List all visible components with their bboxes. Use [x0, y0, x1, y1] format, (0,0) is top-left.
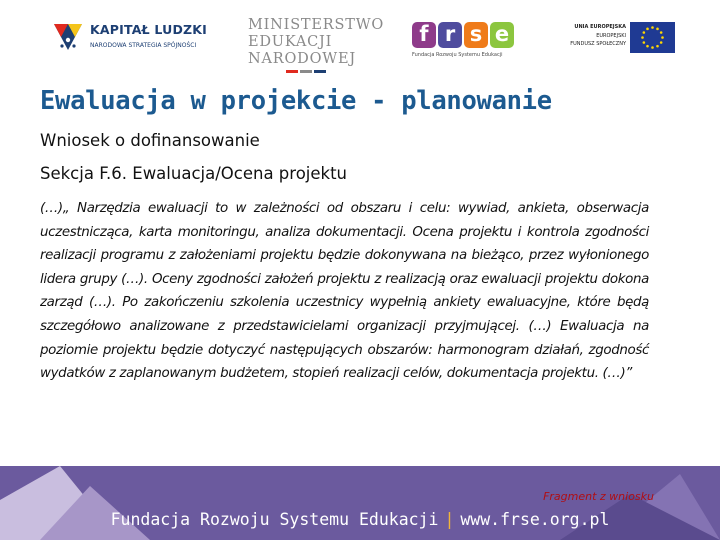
kapital-ludzki-tagline: NARODOWA STRATEGIA SPÓJNOŚCI	[90, 42, 197, 49]
frse-letter: e	[490, 22, 514, 48]
slide-title: Ewaluacja w projekcie - planowanie	[40, 86, 552, 116]
frse-letters	[412, 22, 516, 48]
ministerstwo-logo	[246, 16, 385, 74]
subtitle-section: Sekcja F.6. Ewaluacja/Ocena projektu	[40, 164, 348, 183]
eu-star-icon	[646, 28, 649, 31]
logo-bar	[0, 0, 720, 78]
kapital-ludzki-emblem-icon	[52, 20, 86, 54]
eu-star-icon	[661, 36, 664, 39]
eu-star-icon	[651, 26, 654, 29]
ministerstwo-line-2: EDUKACJI	[248, 34, 333, 50]
eu-star-icon	[643, 41, 646, 44]
frse-tagline: Fundacja Rozwoju Systemu Edukacji	[412, 52, 503, 58]
frse-letter: r	[438, 22, 462, 48]
eu-star-icon	[660, 31, 663, 34]
footer-separator: |	[444, 510, 455, 529]
ministerstwo-line-1: MINISTERSTWO	[248, 17, 385, 33]
kapital-ludzki-logo	[52, 18, 208, 60]
quote-paragraph: (…)„ Narzędzia ewaluacji to w zależności od obszaru i celu: wywiad, ankieta, obserwacja uczestnicząca, karta monitoringu, analiza dokumentacji. Ocena projektu i kontrola zgodności realizacji programu z założeniami projektu będzie dokonywana na bieżąco, przez wyłonionego lidera grupy (…). Oceny zgodności założeń projektu z realizacją oraz ewaluacji projektu dokona zarząd (…). Po zakończeniu szkolenia uczestnicy wypełnią ankiety ewaluacyjne, które będą szczegółowo analizowane z przedstawicielami organizacji przyjmującej. (…) Ewaluacja na poziomie projektu będzie dotyczyć następujących obszarów: harmonogram działań, zgodność wydatków z zaplanowanym budżetem, stopień realizacji celów, dokumentacja projektu. (…)”	[40, 201, 649, 382]
eu-star-icon	[643, 31, 646, 34]
footer-org: Fundacja Rozwoju Systemu Edukacji	[110, 510, 439, 529]
eu-star-icon	[660, 41, 663, 44]
eu-star-icon	[656, 28, 659, 31]
unia-line-1: UNIA EUROPEJSKA	[574, 24, 626, 30]
eu-star-icon	[656, 45, 659, 48]
unia-line-3: FUNDUSZ SPOŁECZNY	[570, 41, 626, 47]
eu-star-icon	[641, 36, 644, 39]
ministerstwo-line-3: NARODOWEJ	[248, 51, 356, 67]
eu-flag-icon	[630, 22, 675, 53]
frse-letter: f	[412, 22, 436, 48]
source-note: Fragment z wniosku	[543, 490, 654, 503]
kapital-ludzki-name: KAPITAŁ LUDZKI	[90, 22, 208, 37]
frse-letter: s	[464, 22, 488, 48]
frse-logo	[412, 22, 530, 64]
eu-star-icon	[646, 45, 649, 48]
footer-text	[0, 510, 720, 529]
unia-line-2: EUROPEJSKI	[596, 32, 626, 39]
footer-url: www.frse.org.pl	[460, 510, 610, 529]
ministerstwo-mark-icon	[286, 69, 326, 74]
subtitle-application: Wniosek o dofinansowanie	[40, 131, 260, 150]
unia-europejska-text	[560, 23, 626, 49]
eu-star-icon	[651, 46, 654, 49]
unia-europejska-logo	[560, 22, 676, 56]
